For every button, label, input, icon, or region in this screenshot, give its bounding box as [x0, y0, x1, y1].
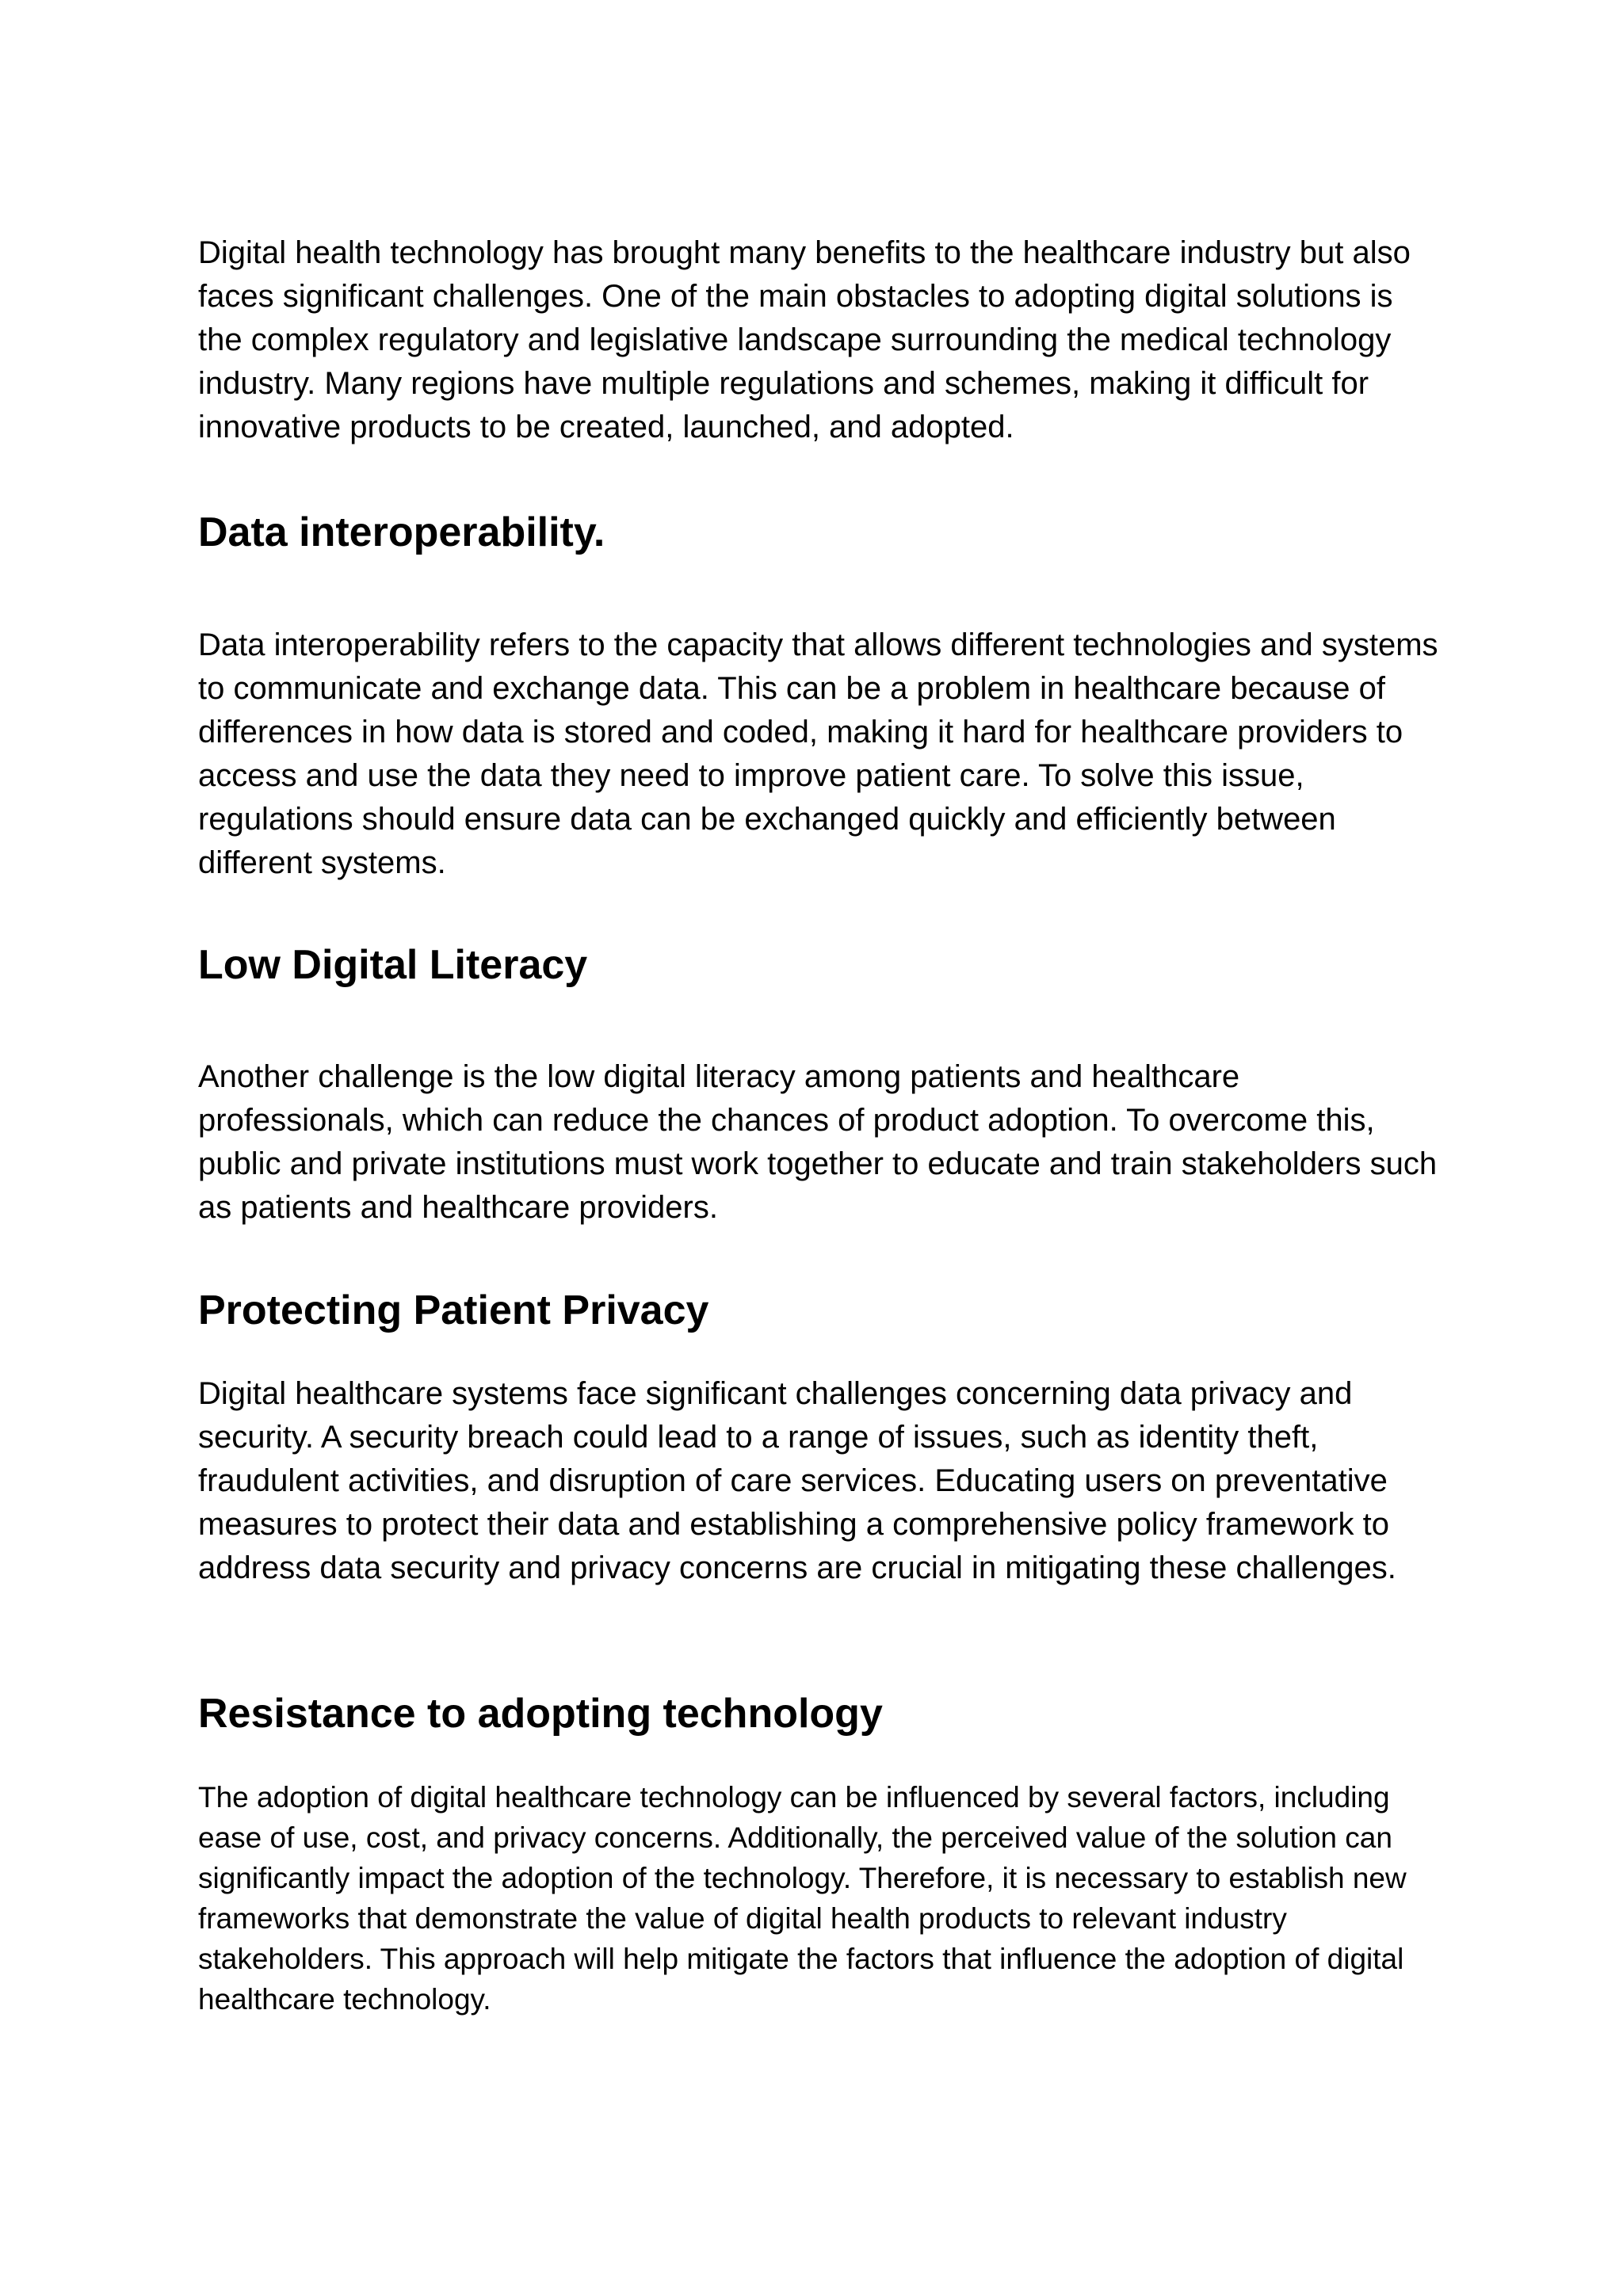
section-heading-data-interoperability: Data interoperability.	[198, 509, 605, 555]
section-heading-protecting-patient-privacy: Protecting Patient Privacy	[198, 1287, 709, 1333]
section-heading-resistance-to-adopting-technology: Resistance to adopting technology	[198, 1691, 883, 1737]
section-body-low-digital-literacy: Another challenge is the low digital literacy among patients and healthcare professionals, which can reduce the chances of product adoption. To overcome this, public and private institutions must work together to educate and train stakeholders such as patients and healthcare providers.	[198, 1059, 1438, 1225]
section-body-resistance-to-adopting-technology: The adoption of digital healthcare technology can be influenced by several factors, including ease of use, cost, and privacy concerns. Additionally, the perceived value of the solution can significantly impact the adoption of the technology. Therefore, it is necessary to establish new frameworks that demonstrate the value of digital health products to relevant industry stakeholders. This approach will help mitigate the factors that influence the adoption of digital healthcare technology.	[198, 1781, 1407, 2016]
section-body-protecting-patient-privacy: Digital healthcare systems face significant challenges concerning data privacy and security. A security breach could lead to a range of issues, such as identity theft, fraudulent activities, and disruption of care services. Educating users on preventative measures to protect their data and establishing a comprehensive policy framework to address data security and privacy concerns are crucial in mitigating these challenges.	[198, 1376, 1396, 1585]
section-body-data-interoperability: Data interoperability refers to the capacity that allows different technologies and systems to communicate and exchange data. This can be a problem in healthcare because of differences in how data is stored and coded, making it hard for healthcare providers to access and use the data they need to improve patient care. To solve this issue, regulations should ensure data can be exchanged quickly and efficiently between different systems.	[198, 627, 1438, 880]
intro-paragraph: Digital health technology has brought many benefits to the healthcare industry but also faces significant challenges. One of the main obstacles to adopting digital solutions is the complex regulatory and legislative landscape surrounding the medical technology industry. Many regions have multiple regulations and schemes, making it difficult for innovative products to be created, launched, and adopted.	[198, 235, 1411, 444]
section-heading-low-digital-literacy: Low Digital Literacy	[198, 942, 588, 988]
